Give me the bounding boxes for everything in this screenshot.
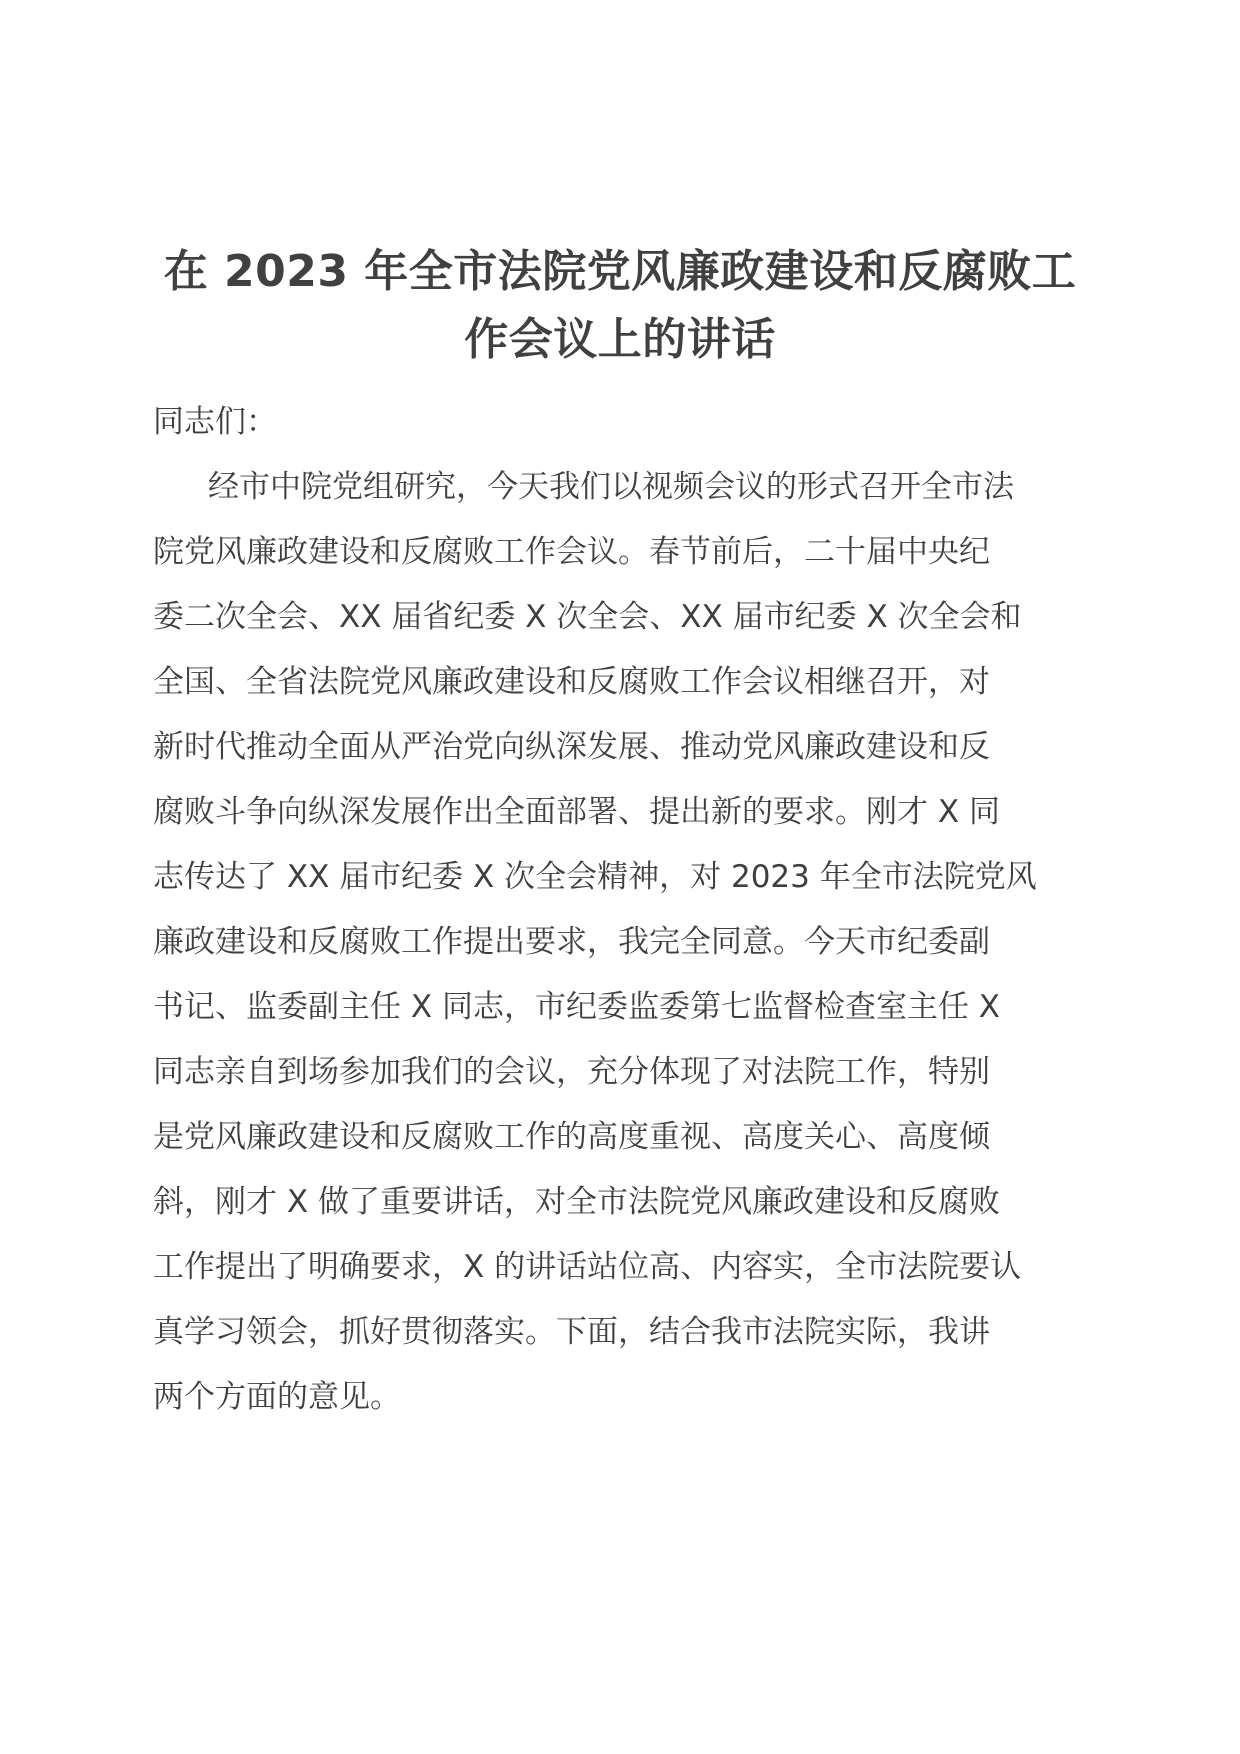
paragraph-line: 是党风廉政建设和反腐败工作的高度重视、高度关心、高度倾 [153, 1119, 990, 1155]
paragraph-line: 斜，刚才 X 做了重要讲话，对全市法院党风廉政建设和反腐败 [153, 1184, 1000, 1220]
paragraph-line: 志传达了 XX 届市纪委 X 次全会精神，对 2023 年全市法院党风 [153, 859, 1037, 895]
paragraph [153, 455, 1093, 1430]
paragraph-line: 真学习领会，抓好贯彻落实。下面，结合我市法院实际，我讲 [153, 1314, 990, 1350]
salutation: 同志们： [153, 404, 277, 440]
paragraph-line: 委二次全会、XX 届省纪委 X 次全会、XX 届市纪委 X 次全会和 [153, 599, 1022, 635]
document-body [153, 390, 1093, 1430]
paragraph-line: 两个方面的意见。 [153, 1379, 401, 1415]
paragraph-line: 新时代推动全面从严治党向纵深发展、推动党风廉政建设和反 [153, 729, 990, 765]
paragraph-line: 经市中院党组研究，今天我们以视频会议的形式召开全市法 [208, 469, 1014, 505]
paragraph-line: 院党风廉政建设和反腐败工作会议。春节前后，二十届中央纪 [153, 534, 990, 570]
title-line-2: 作会议上的讲话 [464, 314, 776, 365]
paragraph-line: 书记、监委副主任 X 同志，市纪委监委第七监督检查室主任 X [153, 989, 1001, 1025]
paragraph-line: 廉政建设和反腐败工作提出要求，我完全同意。今天市纪委副 [153, 924, 990, 960]
paragraph-line: 同志亲自到场参加我们的会议，充分体现了对法院工作，特别 [153, 1054, 990, 1090]
paragraph-line: 腐败斗争向纵深发展作出全面部署、提出新的要求。刚才 X 同 [153, 794, 1000, 830]
document-title [150, 238, 1090, 374]
paragraph-line: 全国、全省法院党风廉政建设和反腐败工作会议相继召开，对 [153, 664, 990, 700]
paragraph-line: 工作提出了明确要求，X 的讲话站位高、内容实，全市法院要认 [153, 1249, 1022, 1285]
title-line-1: 在 2023 年全市法院党风廉政建设和反腐败工 [163, 246, 1077, 297]
